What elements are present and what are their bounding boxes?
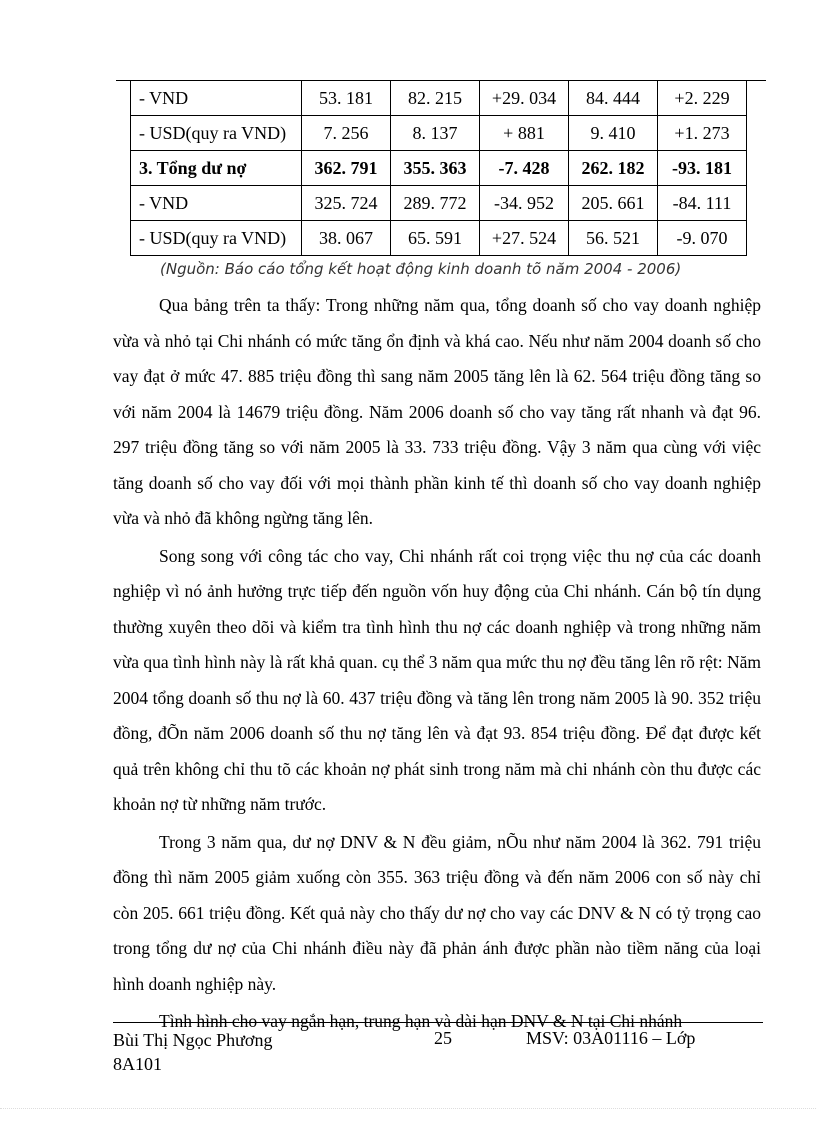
value-cell: -9. 070 — [658, 221, 747, 256]
value-cell: 8. 137 — [391, 116, 480, 151]
value-cell: 38. 067 — [302, 221, 391, 256]
value-cell: +1. 273 — [658, 116, 747, 151]
row-label-cell: - VND — [131, 186, 302, 221]
value-cell: -93. 181 — [658, 151, 747, 186]
value-cell: 205. 661 — [569, 186, 658, 221]
data-table — [130, 80, 747, 256]
value-cell: +2. 229 — [658, 81, 747, 116]
value-cell: 362. 791 — [302, 151, 391, 186]
value-cell: + 881 — [480, 116, 569, 151]
value-cell: -34. 952 — [480, 186, 569, 221]
value-cell: 53. 181 — [302, 81, 391, 116]
row-label-cell: 3. Tổng dư nợ — [131, 151, 302, 186]
page-edge — [0, 1108, 816, 1109]
value-cell: 65. 591 — [391, 221, 480, 256]
table-row — [131, 151, 747, 186]
footer-student-id: MSV: 03A01116 – Lớp — [526, 1028, 696, 1048]
source-note: (Nguồn: Báo cáo tổng kết hoạt động kinh doanh tõ năm 2004 - 2006) — [160, 260, 682, 278]
footer-rule — [113, 1022, 763, 1023]
row-label-cell: - USD(quy ra VND) — [131, 221, 302, 256]
row-label-cell: - VND — [131, 81, 302, 116]
value-cell: +27. 524 — [480, 221, 569, 256]
value-cell: 355. 363 — [391, 151, 480, 186]
value-cell: 7. 256 — [302, 116, 391, 151]
table-row — [131, 81, 747, 116]
paragraph: Tình hình cho vay ngắn hạn, trung hạn và dài hạn DNV & N tại Chi nhánh — [159, 1011, 683, 1031]
paragraph: Song song với công tác cho vay, Chi nhánh rất coi trọng việc thu nợ của các doanh nghiệp vì nó ảnh hưởng trực tiếp đến nguồn vốn huy động của Chi nhánh. Cán bộ tín dụng thường xuyên theo dõi và kiểm tra tình hình thu nợ các doanh nghiệp và trong những năm vừa qua tình hình này là rất khả quan. cụ thể 3 năm qua mức thu nợ đều tăng lên rõ rệt: Năm 2004 tổng doanh số thu nợ là 60. 437 triệu đồng và tăng lên trong năm 2005 là 90. 352 triệu đồng, đÕn năm 2006 doanh số thu nợ tăng lên và đạt 93. 854 triệu đồng. Để đạt được kết quả trên không chỉ thu tõ các khoản nợ phát sinh trong năm mà chi nhánh còn thu được các khoản nợ từ những năm trước. — [113, 545, 761, 814]
value-cell: +29. 034 — [480, 81, 569, 116]
value-cell: 289. 772 — [391, 186, 480, 221]
page-number: 25 — [434, 1028, 452, 1048]
value-cell: 262. 182 — [569, 151, 658, 186]
value-cell: 82. 215 — [391, 81, 480, 116]
value-cell: 9. 410 — [569, 116, 658, 151]
paragraph: Trong 3 năm qua, dư nợ DNV & N đều giảm, nÕu như năm 2004 là 362. 791 triệu đồng thì năm 2005 giảm xuống còn 355. 363 triệu đồng và đến năm 2006 con số này chỉ còn 205. 661 triệu đồng. Kết quả này cho thấy dư nợ cho vay các DNV & N có tỷ trọng cao trong tổng dư nợ của Chi nhánh điều này đã phản ánh được phần nào tiềm năng của loại hình doanh nghiệp này. — [113, 831, 761, 994]
footer-author: Bùi Thị Ngọc Phương 8A101 — [113, 1030, 273, 1074]
value-cell: -7. 428 — [480, 151, 569, 186]
row-label-cell: - USD(quy ra VND) — [131, 116, 302, 151]
table-row — [131, 116, 747, 151]
value-cell: 325. 724 — [302, 186, 391, 221]
body-text — [113, 288, 761, 1042]
table-row — [131, 186, 747, 221]
paragraph: Qua bảng trên ta thấy: Trong những năm qua, tổng doanh số cho vay doanh nghiệp vừa và nhỏ tại Chi nhánh có mức tăng ổn định và khá cao. Nếu như năm 2004 doanh số cho vay đạt ở mức 47. 885 triệu đồng thì sang năm 2005 tăng lên là 62. 564 triệu đồng tăng so với năm 2004 là 14679 triệu đồng. Năm 2006 doanh số cho vay tăng rất nhanh và đạt 96. 297 triệu đồng tăng so với năm 2005 là 33. 733 triệu đồng. Vậy 3 năm qua cùng với việc tăng doanh số cho vay đối với mọi thành phần kinh tế thì doanh số cho vay doanh nghiệp vừa và nhỏ đã không ngừng tăng lên. — [113, 295, 761, 528]
table-row — [131, 221, 747, 256]
value-cell: 56. 521 — [569, 221, 658, 256]
value-cell: 84. 444 — [569, 81, 658, 116]
value-cell: -84. 111 — [658, 186, 747, 221]
